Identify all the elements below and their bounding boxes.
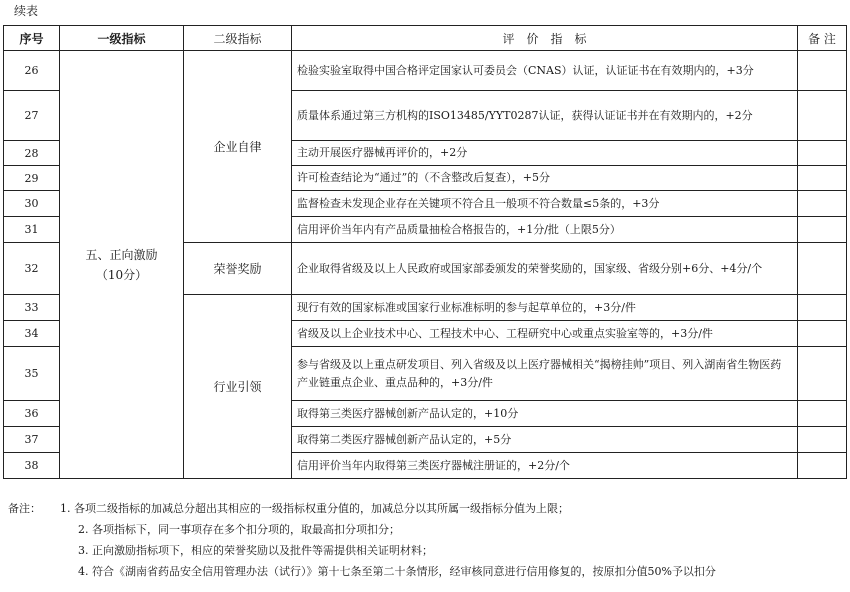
- criteria-cell: 现行有效的国家标准或国家行业标准标明的参与起草单位的，+3分/件: [292, 295, 798, 321]
- note-item: [8, 540, 716, 561]
- note-item: [8, 498, 716, 519]
- remark-cell: [798, 347, 847, 401]
- header-no: 序号: [4, 26, 60, 51]
- remark-cell: [798, 191, 847, 217]
- header-criteria: 评 价 指 标: [292, 26, 798, 51]
- remark-cell: [798, 243, 847, 295]
- remark-cell: [798, 295, 847, 321]
- criteria-cell: 信用评价当年内取得第三类医疗器械注册证的，+2分/个: [292, 453, 798, 479]
- note-text: 3. 正向激励指标项下，相应的荣誉奖励以及批件等需提供相关证明材料；: [78, 544, 433, 557]
- criteria-cell: 参与省级及以上重点研发项目、列入省级及以上医疗器械相关“揭榜挂帅”项目、列入湖南省生物医药产业链重点企业、重点品种的，+3分/件: [292, 347, 798, 401]
- table-row: [4, 51, 847, 91]
- notes-section: [8, 498, 716, 582]
- criteria-cell: 质量体系通过第三方机构的ISO13485/YYT0287认证，获得认证证书并在有效期内的，+2分: [292, 91, 798, 141]
- row-number: 30: [4, 191, 60, 217]
- group-self-discipline: 企业自律: [184, 51, 292, 243]
- row-number: 37: [4, 427, 60, 453]
- group-honor-award: 荣誉奖励: [184, 243, 292, 295]
- remark-cell: [798, 453, 847, 479]
- row-number: 27: [4, 91, 60, 141]
- note-text: 2. 各项指标下，同一事项存在多个扣分项的，取最高扣分项扣分；: [78, 523, 400, 536]
- criteria-cell: 许可检查结论为“通过”的（不含整改后复查），+5分: [292, 166, 798, 191]
- level1-score: （10分）: [95, 267, 148, 282]
- row-number: 29: [4, 166, 60, 191]
- criteria-cell: 省级及以上企业技术中心、工程技术中心、工程研究中心或重点实验室等的，+3分/件: [292, 321, 798, 347]
- row-number: 35: [4, 347, 60, 401]
- note-text: 1. 各项二级指标的加减总分超出其相应的一级指标权重分值的，加减总分以其所属一级指标分值为上限；: [60, 502, 569, 515]
- remark-cell: [798, 427, 847, 453]
- header-row: [4, 26, 847, 51]
- header-level2: 二级指标: [184, 26, 292, 51]
- row-number: 34: [4, 321, 60, 347]
- note-item: [8, 519, 716, 540]
- note-text: 4. 符合《湖南省药品安全信用管理办法（试行）》第十七条至第二十条情形，经审核同意进行信用修复的，按原扣分值50%予以扣分: [78, 565, 716, 578]
- note-item: [8, 561, 716, 582]
- row-number: 26: [4, 51, 60, 91]
- row-number: 38: [4, 453, 60, 479]
- row-number: 33: [4, 295, 60, 321]
- remark-cell: [798, 141, 847, 166]
- level1-title: 五、正向激励: [85, 247, 158, 262]
- row-number: 28: [4, 141, 60, 166]
- criteria-cell: 检验实验室取得中国合格评定国家认可委员会（CNAS）认证，认证证书在有效期内的，+3分: [292, 51, 798, 91]
- notes-label: 备注：: [8, 502, 41, 515]
- row-number: 36: [4, 401, 60, 427]
- criteria-cell: 信用评价当年内有产品质量抽检合格报告的，+1分/批（上限5分）: [292, 217, 798, 243]
- remark-cell: [798, 321, 847, 347]
- remark-cell: [798, 401, 847, 427]
- remark-cell: [798, 217, 847, 243]
- remark-cell: [798, 166, 847, 191]
- group-industry-lead: 行业引领: [184, 295, 292, 479]
- row-number: 31: [4, 217, 60, 243]
- level1-cell: [60, 51, 184, 479]
- continued-label: 续表: [14, 4, 39, 18]
- evaluation-table: [3, 25, 847, 479]
- criteria-cell: 主动开展医疗器械再评价的，+2分: [292, 141, 798, 166]
- criteria-cell: 取得第三类医疗器械创新产品认定的，+10分: [292, 401, 798, 427]
- remark-cell: [798, 91, 847, 141]
- criteria-cell: 取得第二类医疗器械创新产品认定的，+5分: [292, 427, 798, 453]
- header-remark: 备 注: [798, 26, 847, 51]
- criteria-cell: 监督检查未发现企业存在关键项不符合且一般项不符合数量≤5条的，+3分: [292, 191, 798, 217]
- remark-cell: [798, 51, 847, 91]
- row-number: 32: [4, 243, 60, 295]
- criteria-cell: 企业取得省级及以上人民政府或国家部委颁发的荣誉奖励的，国家级、省级分别+6分、+4分/个: [292, 243, 798, 295]
- header-level1: 一级指标: [60, 26, 184, 51]
